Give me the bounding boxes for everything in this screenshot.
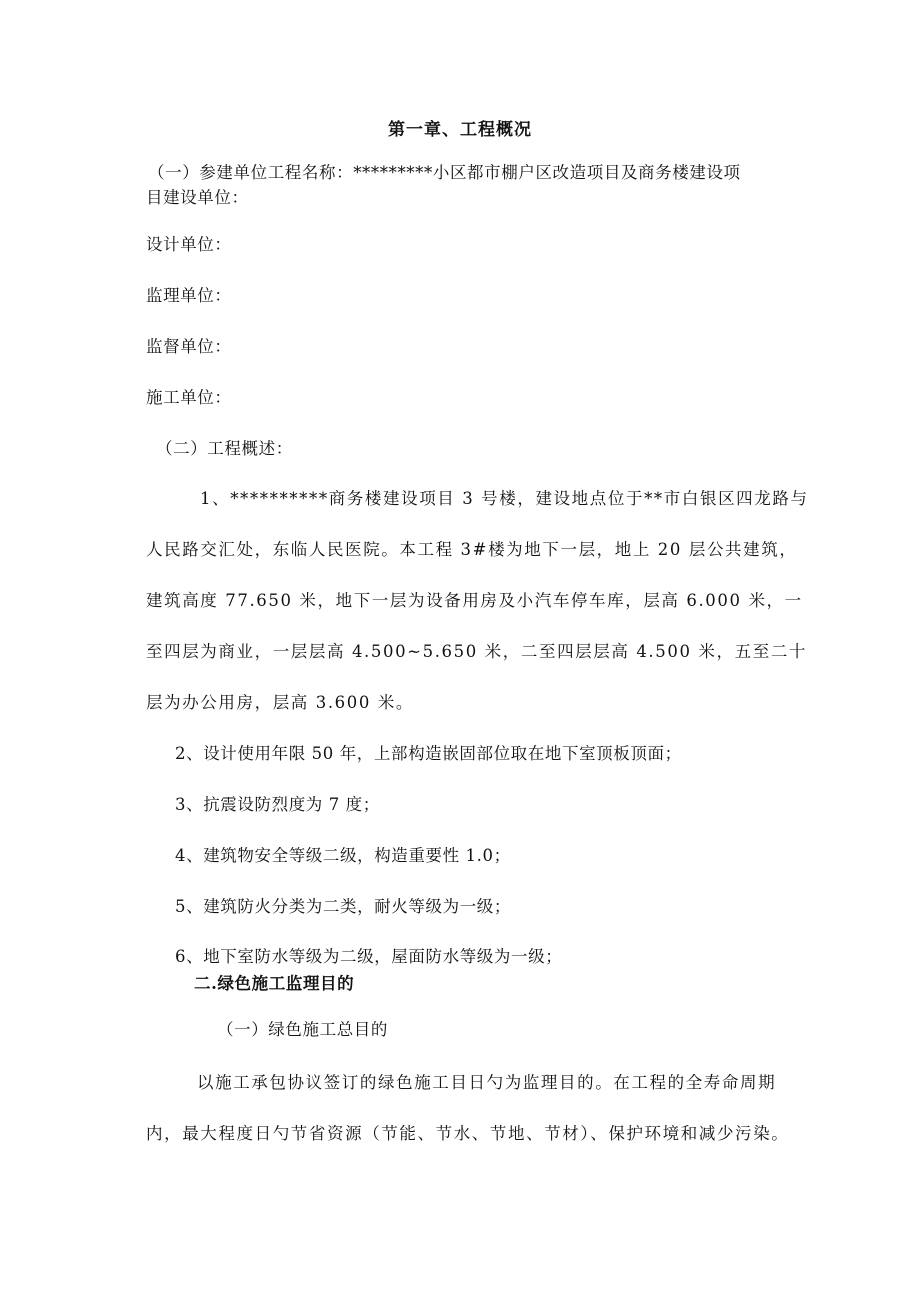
- overview-item-5: 5、建筑防火分类为二类，耐火等级为一级；: [175, 897, 511, 916]
- overview-item-4: 4、建筑物安全等级二级，构造重要性 1.0；: [175, 846, 511, 865]
- overview-item-6: 6、地下室防水等级为二级，屋面防水等级为一级；: [175, 947, 563, 966]
- green-construction-para-line-1: 以施工承包协议签订的绿色施工目日勺为监理目的。在工程的全寿命周期: [197, 1073, 777, 1092]
- overview-heading: （二）工程概述：: [156, 439, 293, 458]
- overview-item-2: 2、设计使用年限 50 年，上部构造嵌固部位取在地下室顶板顶面；: [175, 744, 682, 763]
- overview-item-1-line-3: 建筑高度 77.650 米，地下一层为设备用房及小汽车停车库，层高 6.000 米，一: [146, 591, 803, 610]
- overview-item-3: 3、抗震设防烈度为 7 度；: [175, 795, 380, 814]
- overview-item-1-line-4: 至四层为商业，一层层高 4.500~5.650 米，二至四层层高 4.500 米，五至二十: [146, 642, 808, 661]
- supervision-unit-label: 监理单位：: [146, 286, 232, 305]
- chapter-title: 第一章、工程概况: [388, 120, 532, 140]
- project-name-line-1: （一）参建单位工程名称：*********小区都市棚户区改造项目及商务楼建设项: [148, 163, 741, 182]
- design-unit-label: 设计单位：: [146, 235, 232, 254]
- overview-item-1-line-5: 层为办公用房，层高 3.600 米。: [146, 693, 415, 712]
- construction-unit-label: 施工单位：: [146, 388, 232, 407]
- green-construction-para-line-2: 内，最大程度日勺节省资源（节能、节水、节地、节材）、保护环境和减少污染。: [146, 1124, 790, 1143]
- overview-item-1-line-2: 人民路交汇处，东临人民医院。本工程 3#楼为地下一层，地上 20 层公共建筑，: [146, 540, 798, 559]
- oversight-unit-label: 监督单位：: [146, 337, 232, 356]
- chapter-2-heading: 二.绿色施工监理目的: [194, 974, 355, 993]
- overview-item-1-line-1: 1、**********商务楼建设项目 3 号楼，建设地点位于**市白银区四龙路与: [200, 489, 809, 508]
- project-name-line-2: 目建设单位：: [146, 188, 249, 207]
- green-construction-subheading: （一）绿色施工总目的: [217, 1020, 388, 1039]
